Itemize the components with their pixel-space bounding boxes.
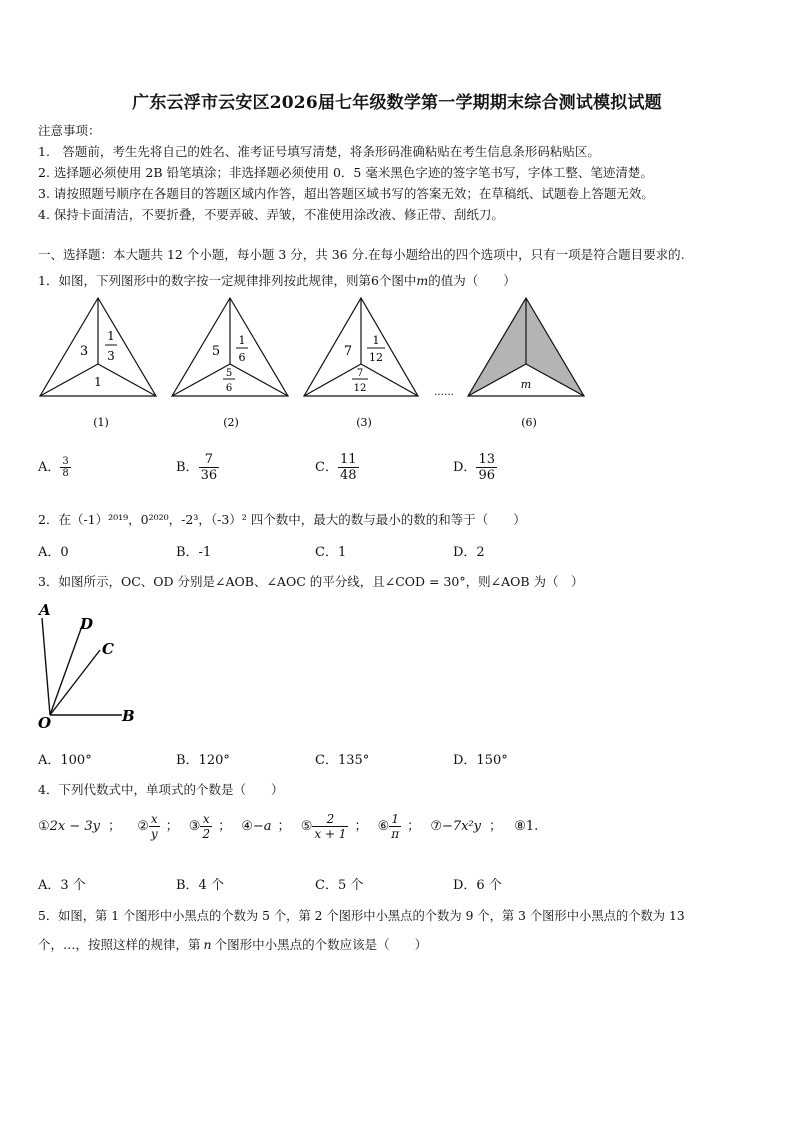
q2-option-a: A．0 xyxy=(38,545,69,560)
fig2-caption: (2) xyxy=(223,416,239,429)
point-o-label: O xyxy=(38,714,52,730)
note-item-2: 2. 选择题必须使用 2B 铅笔填涂；非选择题必须使用 0．5 毫米黑色字迹的签字笔书写，字体工整、笔迹清楚。 xyxy=(38,165,653,180)
q3-option-c: C．135° xyxy=(315,753,370,768)
note-item-3: 3. 请按照题号顺序在各题目的答题区域内作答，超出答题区域书写的答案无效；在草稿纸、试题卷上答题无效。 xyxy=(38,186,654,201)
question-3-stem: 3．如图所示，OC、OD 分别是∠AOB、∠AOC 的平分线，且∠COD = 30°，则∠AOB 为（ ） xyxy=(38,574,584,589)
notes-heading: 注意事项： xyxy=(38,123,101,138)
q4-option-c: C．5 个 xyxy=(315,878,364,893)
triangle-figure-1 xyxy=(40,298,156,429)
fig3-bottom-numerator: 7 xyxy=(356,368,364,379)
q3-option-a: A．100° xyxy=(38,753,92,768)
fig1-bottom-value: 1 xyxy=(94,375,102,389)
triangle-figure-2 xyxy=(172,298,288,429)
variable-m: m xyxy=(416,273,429,288)
question-5-line-2: 个，…，按照这样的规律，第 n 个图形中小黑点的个数应该是（ ） xyxy=(38,937,428,952)
fig3-left-value: 7 xyxy=(343,344,353,359)
q4-expressions: ①2x − 3y ； ② $\frac{x}{y}$ ； ③ $\frac{x}{2}$ ； ④−a ； ⑤ $\frac{2}{x + 1}$ ； ⑥ $\frac{1}{\pi}$ ； ⑦−7x²y ； ⑧1. xyxy=(38,812,539,841)
fig2-bottom-numerator: 5 xyxy=(225,368,233,379)
fig1-right-numerator: 1 xyxy=(107,329,115,343)
fig1-right-denominator: 3 xyxy=(107,349,115,363)
fig3-right-numerator: 1 xyxy=(372,334,380,347)
q4-option-a: A．3 个 xyxy=(38,878,86,893)
question-4-stem: 4．下列代数式中，单项式的个数是（ ） xyxy=(38,782,284,797)
figure-ellipsis: …… xyxy=(434,387,454,398)
q1-option-d: D． $\frac{13}{96}$ xyxy=(453,452,495,483)
point-d-label: D xyxy=(80,615,94,633)
q2-option-d: D．2 xyxy=(453,545,485,560)
page-title: 广东云浮市云安区2026届七年级数学第一学期期末综合测试模拟试题 xyxy=(132,93,662,113)
q2-option-c: C．1 xyxy=(315,545,347,560)
triangle-figure-6 xyxy=(468,298,584,429)
ray-od xyxy=(50,626,82,715)
fig1-left-value: 3 xyxy=(79,344,89,359)
angle-diagram xyxy=(30,598,150,730)
fig2-right-numerator: 1 xyxy=(238,334,246,347)
variable-n: n xyxy=(203,937,212,952)
note-item-4: 4. 保持卡面清洁，不要折叠，不要弄破、弄皱，不准使用涂改液、修正带、刮纸刀。 xyxy=(38,207,504,222)
ray-oc xyxy=(50,650,100,715)
fig2-right-denominator: 6 xyxy=(238,351,246,364)
q2-option-b: B．-1 xyxy=(176,545,212,560)
fig2-bottom-denominator: 6 xyxy=(225,383,233,394)
fig3-bottom-denominator: 12 xyxy=(353,383,367,394)
q1-option-a: A． $\frac{3}{8}$ xyxy=(38,456,69,479)
question-2-stem: 2．在（-1）²⁰¹⁹，0²⁰²⁰，-2³，（-3）² 四个数中，最大的数与最小的数的和等于（ ） xyxy=(38,512,526,527)
q1-option-b: B． $\frac{7}{36}$ xyxy=(176,452,218,483)
section-heading: 一、选择题：本大题共 12 个小题，每小题 3 分，共 36 分.在每小题给出的四个选项中，只有一项是符合题目要求的. xyxy=(38,247,685,262)
question-1-figures xyxy=(30,292,600,438)
point-a-label: A xyxy=(39,601,51,619)
fig2-left-value: 5 xyxy=(211,344,221,359)
question-1-stem: 1．如图，下列图形中的数字按一定规律排列按此规律，则第6个图中m的值为（ ） xyxy=(38,273,516,288)
question-5-line-1: 5．如图，第 1 个图形中小黑点的个数为 5 个，第 2 个图形中小黑点的个数为 9 个，第 3 个图形中小黑点的个数为 13 xyxy=(38,909,685,923)
fig1-caption: (1) xyxy=(93,416,109,429)
q4-option-b: B．4 个 xyxy=(176,878,224,893)
q3-option-d: D．150° xyxy=(453,753,508,768)
fig3-caption: (3) xyxy=(356,416,372,429)
point-b-label: B xyxy=(122,707,135,725)
triangle-figure-3 xyxy=(304,298,418,429)
fig3-right-denominator: 12 xyxy=(369,351,383,364)
note-item-1: 1. 答题前，考生先将自己的姓名、准考证号填写清楚，将条形码准确粘贴在考生信息条形码粘贴区。 xyxy=(38,144,600,159)
point-c-label: C xyxy=(102,640,114,658)
fig6-caption: (6) xyxy=(521,416,537,429)
q1-option-c: C． $\frac{11}{48}$ xyxy=(315,452,357,483)
ray-oa xyxy=(42,618,50,715)
q4-option-d: D．6 个 xyxy=(453,878,502,893)
fig6-bottom-variable: m xyxy=(520,378,532,391)
q3-option-b: B．120° xyxy=(176,753,230,768)
